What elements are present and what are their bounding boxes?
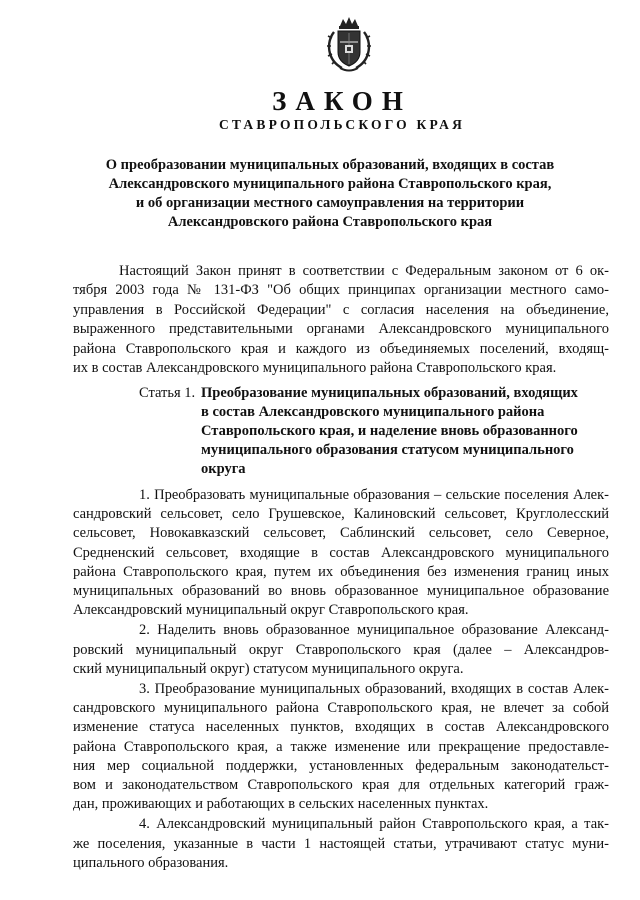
preamble-line: их в состав Александровского муниципального района Ставропольского края. [73, 360, 557, 377]
paragraph-line: района Ставропольского края, а также изменение или прекращение предоставле- [73, 738, 609, 755]
heading-line: О преобразовании муниципальных образований, входящих в состав [105, 157, 555, 173]
preamble-line: выраженного представительными органами Александровского муниципального [73, 321, 609, 338]
heading-line: Александровского района Ставропольского края [167, 214, 493, 230]
article-title-line: округа [201, 461, 246, 477]
paragraph-line: ский муниципальный округ) статусом муниципального округа. [73, 660, 464, 677]
article-body [73, 486, 609, 874]
article-label: Статья 1. [139, 385, 196, 401]
heading-line: Александровского муниципального района Ставропольского края, [108, 176, 552, 192]
paragraph-line: района Ставропольского края, путем их объединения без изменения границ иных [73, 563, 609, 580]
article-title [201, 384, 601, 479]
preamble [73, 262, 609, 378]
paragraph-line: изменение статуса населенных пунктов, входящих в состав Александровского [73, 719, 609, 736]
preamble-line: управления в Российской Федерации" с согласия населения на объединение, [73, 301, 609, 318]
paragraph-line: ния мер социальной поддержки, установленных федеральным законодательст- [73, 757, 609, 774]
preamble-line: района Ставропольского края и каждого из объединяемых поселений, входящ- [73, 340, 609, 357]
law-subtitle: СТАВРОПОЛЬСКОГО КРАЯ [218, 117, 466, 132]
paragraph-line: сандровского муниципального района Ставропольского края, не влечет за собой [73, 700, 609, 717]
article-title-line: Преобразование муниципальных образований, входящих [201, 385, 578, 401]
paragraph-line: же поселения, указанные в части 1 настоящей статьи, утрачивают статус муни- [73, 835, 609, 852]
paragraph-3 [73, 680, 609, 814]
paragraph-line: муниципальных образований во вновь образованное муниципальное образование [73, 583, 609, 600]
heading-line: и об организации местного самоуправления на территории [135, 195, 525, 211]
article-title-line: Ставропольского края, и наделение вновь образованного [201, 423, 578, 439]
paragraph-1 [73, 486, 609, 620]
paragraph-line: Средненский сельсовет, входящие в состав Александровского муниципального [73, 544, 609, 561]
coat-of-arms-icon [324, 16, 374, 74]
paragraph-line: 1. Преобразовать муниципальные образования – сельские поселения Алек- [139, 487, 609, 503]
paragraph-line: 4. Александровский муниципальный район Ставропольского края, а так- [139, 816, 609, 833]
paragraph-line: 3. Преобразование муниципальных образований, входящих в состав Алек- [139, 681, 609, 698]
article-title-line: в состав Александровского муниципального района [201, 404, 545, 420]
paragraph-line: вом и законодательством Ставропольского края для отдельных категорий граж- [73, 777, 609, 794]
paragraph-2 [73, 621, 609, 679]
paragraph-line: ципального образования. [73, 854, 229, 871]
paragraph-line: Александровский муниципальный округ Ставропольского края. [73, 602, 469, 619]
preamble-line: Настоящий Закон принят в соответствии с Федеральным законом от 6 ок- [119, 263, 609, 279]
preamble-line: тября 2003 года № 131-ФЗ "Об общих принципах организации местного само- [73, 282, 609, 299]
paragraph-line: сельсовет, Новокавказский сельсовет, Саблинский сельсовет, село Северное, [73, 525, 609, 542]
article-title-line: муниципального образования статусом муниципального [201, 442, 574, 458]
paragraph-line: 2. Наделить вновь образованное муниципальное образование Александ- [139, 622, 609, 639]
paragraph-line: сандровский сельсовет, село Грушевское, Калиновский сельсовет, Круглолесский [73, 506, 609, 523]
paragraph-line: дан, проживающих и работающих в сельских населенных пунктах. [73, 796, 489, 813]
paragraph-4 [73, 815, 609, 873]
paragraph-line: ровский муниципальный округ Ставропольского края (далее – Александров- [73, 641, 609, 658]
document-heading [80, 156, 580, 232]
law-title: ЗАКОН [272, 86, 412, 116]
